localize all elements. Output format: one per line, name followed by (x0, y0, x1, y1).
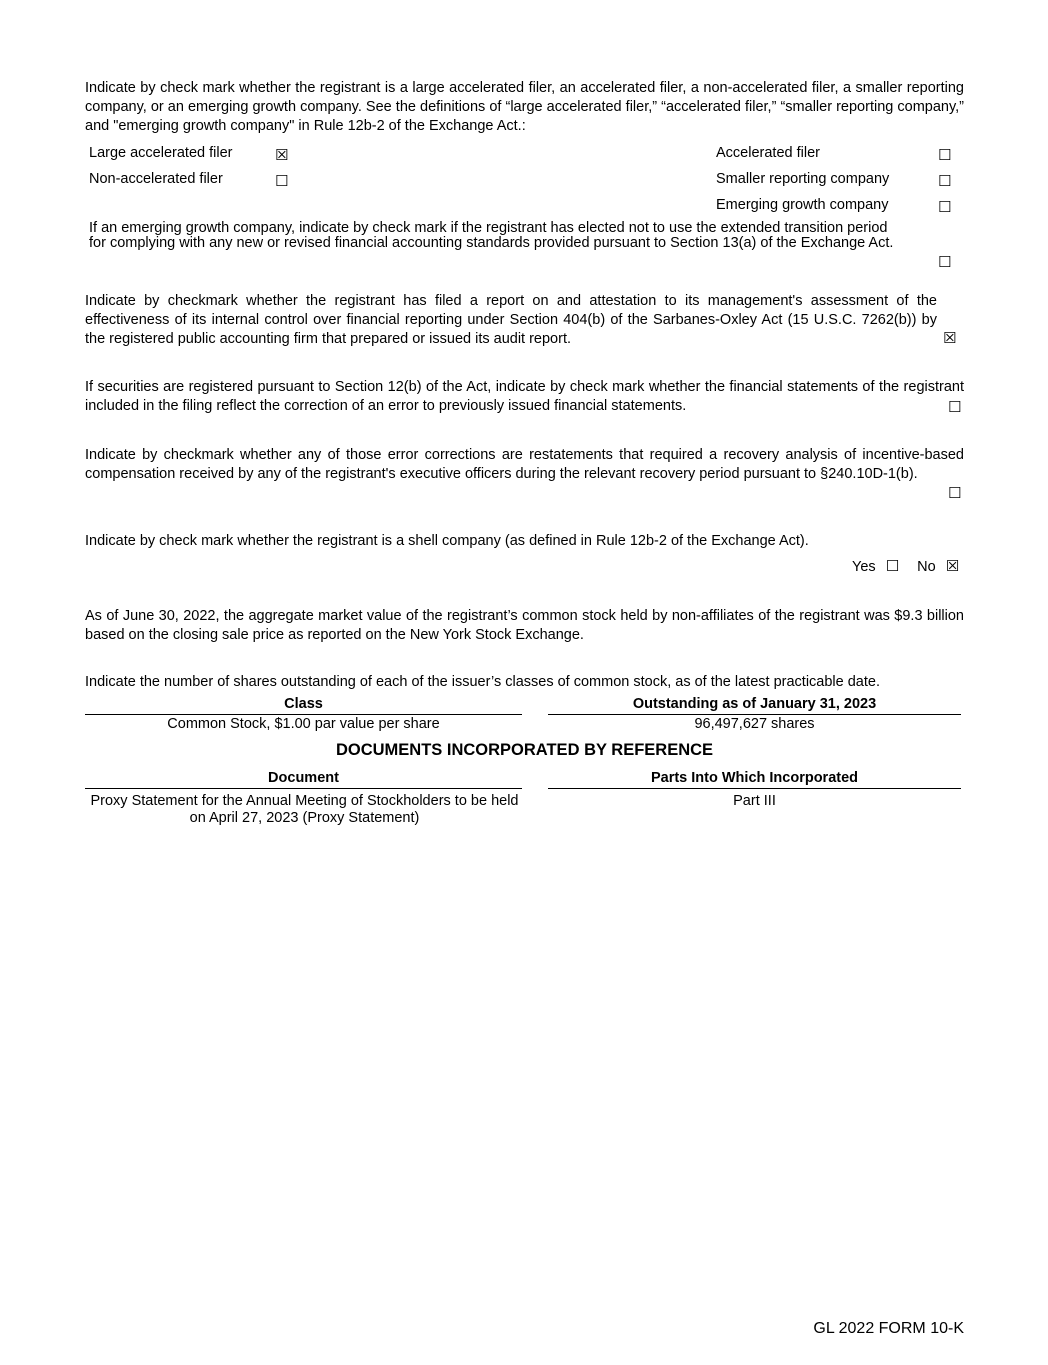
emerging-growth-company-label: Emerging growth company (716, 197, 889, 213)
outstanding-value: 96,497,627 shares (694, 716, 815, 732)
recovery-analysis-text: Indicate by checkmark whether any of those error corrections are restatements that required a recovery analysis of incentive-based compensation received by any of the registrant's executive officers during the relevant recovery period pursuant to §240.10D-1(b). (85, 447, 964, 482)
shell-company-answer (852, 558, 959, 576)
non-accelerated-filer-checkbox[interactable]: ☐ (275, 172, 289, 190)
outstanding-header-rule (548, 714, 961, 715)
outstanding-column-header: Outstanding as of January 31, 2023 (632, 696, 877, 712)
shell-no-checkbox[interactable]: ☒ (945, 557, 960, 575)
smaller-reporting-company-checkbox[interactable]: ☐ (938, 172, 952, 190)
class-column-header: Class (284, 696, 323, 712)
error-correction-text: If securities are registered pursuant to Section 12(b) of the Act, indicate by check mark whether the financial statements of the registrant included in the filing reflect the correction of an error to previously issued financial statements. (85, 379, 964, 414)
accelerated-filer-label: Accelerated filer (716, 145, 820, 161)
document-column-header: Document (268, 770, 339, 786)
parts-column-header: Parts Into Which Incorporated (650, 770, 859, 786)
market-value-text: As of June 30, 2022, the aggregate market value of the registrant’s common stock held by non-affiliates of the registrant was $9.3 billion based on the closing sale price as reported on the New York Stock Exchange. (85, 608, 964, 643)
document-header-rule (85, 788, 522, 789)
filer-definition-paragraph: Indicate by check mark whether the registrant is a large accelerated filer, an accelerated filer, a non-accelerated filer, a smaller reporting company, or an emerging growth company. See the definitions of “large accelerated filer,” “accelerated filer,” “smaller reporting company,” and "emerging growth company" in Rule 12b-2 of the Exchange Act.: (85, 80, 964, 134)
shell-yes-label: Yes (852, 559, 876, 575)
large-accelerated-filer-checkbox[interactable]: ☒ (275, 146, 289, 164)
page-footer: GL 2022 FORM 10-K (813, 1320, 964, 1337)
shell-company-text: Indicate by check mark whether the registrant is a shell company (as defined in Rule 12b-2 of the Exchange Act). (85, 533, 809, 549)
shell-no-label: No (917, 559, 936, 575)
shell-yes-checkbox[interactable]: ☐ (885, 557, 900, 575)
smaller-reporting-company-label: Smaller reporting company (716, 171, 890, 187)
non-accelerated-filer-label: Non-accelerated filer (89, 171, 223, 187)
parts-value: Part III (733, 793, 776, 809)
icfr-attestation-checkbox[interactable]: ☒ (943, 329, 957, 347)
parts-header-rule (548, 788, 961, 789)
accelerated-filer-checkbox[interactable]: ☐ (938, 146, 952, 164)
documents-heading: DOCUMENTS INCORPORATED BY REFERENCE (335, 741, 714, 759)
icfr-attestation-text: Indicate by checkmark whether the registrant has filed a report on and attestation to its management's assessment of the effectiveness of its internal control over financial reporting under Section 404(b) of the Sarbanes-Oxley Act (15 U.S.C. 7262(b)) by the registered public accounting firm that prepared or issued its audit report. (85, 293, 937, 347)
shares-outstanding-text: Indicate the number of shares outstanding of each of the issuer’s classes of common stock, as of the latest practicable date. (85, 674, 880, 690)
class-value: Common Stock, $1.00 par value per share (167, 716, 440, 732)
error-correction-checkbox[interactable]: ☐ (948, 398, 962, 416)
class-header-rule (85, 714, 522, 715)
emerging-growth-company-checkbox[interactable]: ☐ (938, 198, 952, 216)
recovery-analysis-checkbox[interactable]: ☐ (948, 484, 962, 502)
egc-transition-text: If an emerging growth company, indicate by check mark if the registrant has elected not to use the extended transition period for complying with any new or revised financial accounting standards provided pursuant to Section 13(a) of the Exchange Act. (89, 220, 894, 251)
document-value: Proxy Statement for the Annual Meeting of Stockholders to be held on April 27, 2023 (Proxy Statement) (90, 793, 519, 826)
large-accelerated-filer-label: Large accelerated filer (89, 145, 233, 161)
egc-transition-checkbox[interactable]: ☐ (938, 253, 952, 271)
